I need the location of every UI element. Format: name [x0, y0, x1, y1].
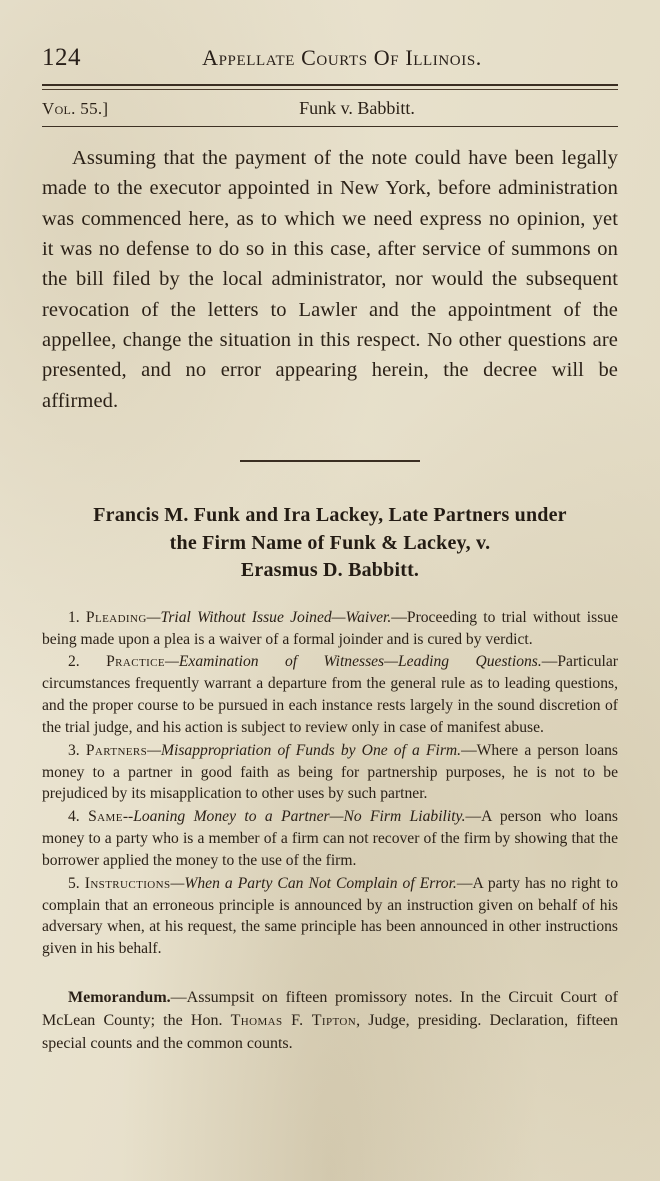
- syllabus-body: —A person who loans money to a party who is a member of a firm can not recover of the firm by showing that the borrower applied the money to the use of the firm.: [42, 808, 618, 869]
- running-head: [42, 44, 618, 72]
- page-content: [42, 0, 618, 1181]
- opinion-paragraph: Assuming that the payment of the note could have been legally made to the executor appointed in New York, before administration was commenced here, as to which we need express no opinion, yet it was no defense to do so in this case, after service of summons on the bill filed by the local administrator, nor would the subsequent revocation of the letters to Lawler and the appointment of the appellee, change the situation in this respect. No other questions are presented, and no error appearing herein, the decree will be affirmed.: [42, 147, 618, 412]
- syllabus-topic: Partners: [85, 741, 148, 759]
- syllabus-body: —Where a person loans money to a partner in good faith as being for partnership purposes, he is not to be prejudiced by its misapplication to other uses by such partner.: [42, 741, 618, 803]
- syllabus-topic: Same: [88, 808, 123, 826]
- case-heading: [48, 502, 612, 585]
- case-heading-line-3: Erasmus D. Babbitt.: [240, 559, 420, 582]
- syllabus-item: [42, 873, 618, 960]
- running-head-title: Appellate Courts Of Illinois.: [202, 45, 482, 70]
- syllabus-subtitle: —Trial Without Issue Joined—Waiver.: [146, 608, 392, 626]
- syllabus-list: [42, 607, 618, 960]
- case-heading-line-2: the Firm Name of Funk & Lackey, v.: [169, 531, 491, 554]
- volume-case-line: [42, 98, 618, 119]
- volume-label: Vol. 55.]: [42, 99, 109, 118]
- syllabus-subtitle: —When a Party Can Not Complain of Error.: [170, 874, 457, 892]
- syllabus-topic: Practice: [106, 653, 166, 671]
- syllabus-body: —Proceeding to trial without issue being made upon a plea is a waiver of a formal joinder and is cured by verdict.: [42, 608, 618, 648]
- memorandum-paragraph: [42, 986, 618, 1056]
- syllabus-body: —A party has no right to complain that an erroneous principle is announced by an instruction given on behalf of his adversary when, at his request, the same principle has been announced in other instructions given in his behalf.: [42, 874, 618, 958]
- syllabus-item: [42, 806, 618, 871]
- case-heading-line-1: Francis M. Funk and Ira Lackey, Late Partners under: [93, 503, 567, 526]
- syllabus-subtitle: --Loaning Money to a Partner—No Firm Liability.: [122, 808, 466, 826]
- case-short-title: Funk v. Babbitt.: [299, 98, 415, 118]
- syllabus-number: 5.: [68, 874, 80, 892]
- syllabus-subtitle: —Misappropriation of Funds by One of a Firm.: [147, 741, 462, 759]
- syllabus-item: [42, 651, 618, 738]
- syllabus-number: 2.: [68, 653, 80, 671]
- header-rule-double: [42, 84, 618, 90]
- syllabus-number: 4.: [68, 808, 80, 826]
- syllabus-topic: Instructions: [84, 874, 171, 892]
- syllabus-number: 3.: [68, 741, 80, 759]
- header-rule-single: [42, 126, 618, 127]
- section-divider: [240, 460, 420, 462]
- syllabus-item: [42, 740, 618, 805]
- syllabus-number: 1.: [68, 608, 80, 626]
- page-number: 124: [42, 44, 81, 71]
- syllabus-subtitle: —Examination of Witnesses—Leading Questions.: [165, 653, 542, 671]
- memorandum-part-1: —Assumpsit on fifteen promissory notes. In the Circuit Court of McLean County; the Hon.: [42, 988, 618, 1030]
- syllabus-topic: Pleading: [85, 608, 147, 626]
- memorandum-part-2: , Judge, presiding. Declaration, fifteen special counts and the common counts.: [42, 1012, 619, 1053]
- syllabus-body: —Particular circumstances frequently warrant a departure from the general rule as to leading questions, and the proper course to be pursued in each instance rests largely in the sound discretion of the trial judge, and his action is subject to review only in case of manifest abuse.: [42, 653, 618, 736]
- memorandum-label: Memorandum.: [68, 988, 171, 1006]
- syllabus-item: [42, 607, 618, 651]
- memorandum-judge-name: Thomas F. Tipton: [230, 1012, 357, 1030]
